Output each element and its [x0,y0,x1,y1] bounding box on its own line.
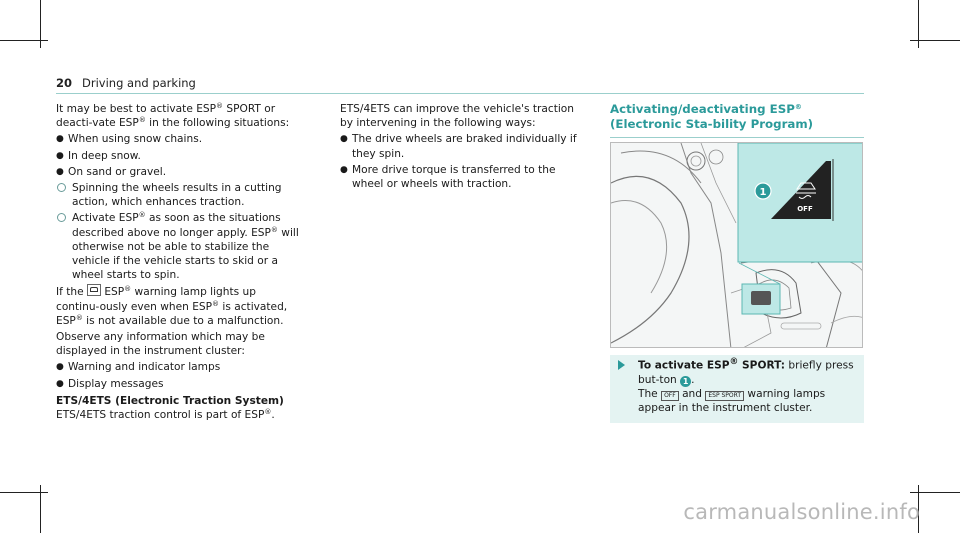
list-item: ● On sand or gravel. [56,165,167,178]
ets-effect-paragraph: ETS/4ETS can improve the vehicle's traction by intervening in the following ways: [340,103,574,130]
crop-mark [910,492,960,493]
list-item: ● The drive wheels are braked individually if they spin. [340,133,577,160]
note-block: Spinning the wheels results in a cutting action, which enhances traction. [56,181,301,209]
heading-divider [610,137,864,138]
off-button-label: OFF [797,205,813,213]
list-item: ● Display messages [56,377,164,390]
list-item: ● In deep snow. [56,149,141,162]
intro-paragraph: It may be best to activate ESP® SPORT or deacti-vate ESP® in the following situations: [56,102,290,130]
esp-warning-lamp-icon [87,284,101,296]
step-text: To activate ESP® SPORT: briefly press but-ton 1 . The OFF and ESP SPORT warning lamps appear in the instrument cluster. [638,357,854,415]
console-drawing [611,143,863,348]
page-header [56,76,196,90]
note-block: Activate ESP® as soon as the situations described above no longer apply. ESP® will otherwise not be able to stabilize the vehicle if the vehicle starts to skid or a wheel starts to spin. [56,211,301,282]
page-number: 20 [56,76,73,90]
column-right [610,102,864,138]
column-middle [340,102,590,193]
watermark: carmanualsonline.info [683,500,920,524]
section-heading: Activating/deactivating ESP® (Electronic Sta-bility Program) [610,102,814,131]
instruction-step [610,355,864,423]
info-icon [56,211,72,282]
esp-off-lamp-icon: OFF [661,391,679,401]
step-arrow-icon [618,360,625,370]
ets-heading: ETS/4ETS (Electronic Traction System) [56,394,284,407]
list-item: ● Warning and indicator lamps [56,361,221,374]
list-item: ● When using snow chains. [56,133,203,146]
column-left [56,102,301,422]
esp-sport-lamp-icon: ESP SPORT [705,391,744,401]
info-icon [56,181,72,209]
observe-paragraph: Observe any information which may be displayed in the instrument cluster: [56,331,265,358]
crop-mark [0,492,48,493]
crop-mark [0,40,48,41]
section-title: Driving and parking [82,76,196,90]
callout-ref: 1 [680,376,691,387]
center-console-illustration [610,142,863,348]
ets-paragraph: ETS/4ETS traction control is part of ESP®. [56,408,275,422]
list-item: ● More drive torque is transferred to the wheel or wheels with traction. [340,163,556,191]
crop-mark [910,40,960,41]
warning-paragraph: If the ESP® warning lamp lights up continu-ously even when ESP® is activated, ESP® is not available due to a malfunction. [56,285,288,327]
callout-number: 1 [759,187,767,198]
header-divider [56,93,864,94]
